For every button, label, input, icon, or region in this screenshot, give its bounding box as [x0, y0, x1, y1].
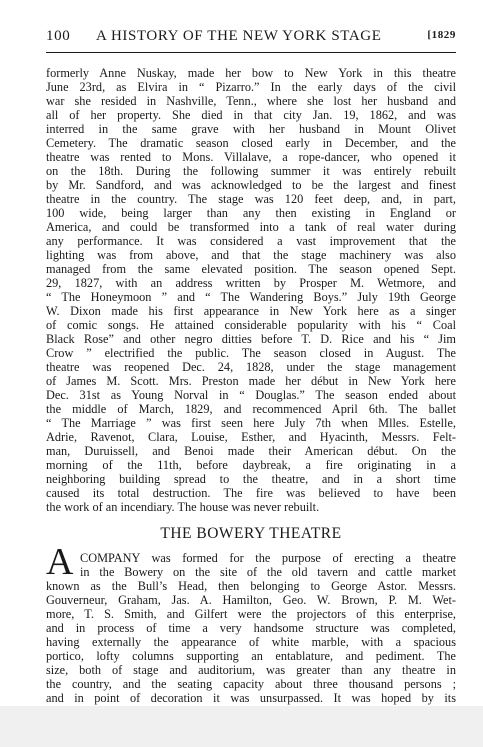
- section-line: Gouverneur, Graham, Jas. A. Hamilton, Geo. W. Brown, P. M. Wet-: [46, 593, 456, 607]
- body-line: war she resided in Nashville, Tenn., where she lost her husband and: [46, 94, 456, 108]
- section-line: having externally the appearance of white marble, with a spacious: [46, 635, 456, 649]
- body-line: Adrie, Ravenot, Clara, Louise, Esther, and Hyacinth, Messrs. Felt-: [46, 430, 456, 444]
- body-line: June 23rd, as Elvira in “ Pizarro.” In the early days of the civil: [46, 80, 456, 94]
- section-heading: THE BOWERY THEATRE: [160, 525, 342, 542]
- section-line: and in process of time a very handsome structure was completed,: [46, 621, 456, 635]
- body-line: W. Dixon made his first appearance in New York here as a singer: [46, 304, 456, 318]
- body-line: Cemetery. The dramatic season closed early in December, and the: [46, 136, 456, 150]
- body-line: all of her property. She died in that city Jan. 19, 1862, and was: [46, 108, 456, 122]
- body-line: “ The Honeymoon ” and “ The Wandering Boys.” July 19th George: [46, 290, 456, 304]
- body-line: Dec. 31st as Young Norval in “ Douglas.” The season ended about: [46, 388, 456, 402]
- section-line: more, T. S. Smith, and Gilfert were the projectors of this enterprise,: [46, 607, 456, 621]
- body-line: caused its total destruction. The fire was believed to have been: [46, 486, 456, 500]
- body-line: on the 18th. During the following summer it was entirely rebuilt: [46, 164, 456, 178]
- body-line: theatre in the country. The stage was 120 feet deep, and, in part,: [46, 192, 456, 206]
- section-line: COMPANY was formed for the purpose of erecting a theatre: [80, 551, 456, 565]
- section-line: in the Bowery on the site of the old tavern and cattle market: [80, 565, 456, 579]
- body-line: morning of the 11th, before daybreak, a fire originating in a: [46, 458, 456, 472]
- section-line: size, both of stage and auditorium, was greater than any theatre in: [46, 663, 456, 677]
- body-line: Black Rose” and other negro ditties before T. D. Rice and his “ Jim: [46, 332, 456, 346]
- body-line: lighting was from above, and that the stage machinery was also: [46, 248, 456, 262]
- section-line: the country, and the seating capacity about three thousand persons ;: [46, 677, 456, 691]
- body-line: 100 wide, being larger than any then existing in England or: [46, 206, 456, 220]
- section-line: portico, lofty columns supporting an entablature, and pediment. The: [46, 649, 456, 663]
- body-line: “ The Marriage ” was first seen here July 7th when Mlles. Estelle,: [46, 416, 456, 430]
- body-line: by Mr. Sandford, and was acknowledged to be the largest and finest: [46, 178, 456, 192]
- running-head: [46, 28, 456, 48]
- body-line: interred in the same grave with her husband in Mount Olivet: [46, 122, 456, 136]
- body-line: neighboring building spread to the theatre, and in a short time: [46, 472, 456, 486]
- header-rule: [46, 52, 456, 53]
- body-line: of comic songs. He attained considerable popularity with his “ Coal: [46, 318, 456, 332]
- body-line: the middle of March, 1829, and recommenced April 6th. The ballet: [46, 402, 456, 416]
- section-line: known as the Bull’s Head, then belonging to George Astor. Messrs.: [46, 579, 456, 593]
- viewer-footer-band: [0, 706, 483, 747]
- drop-cap: A: [46, 541, 74, 583]
- section-line: and in point of decoration it was unsurpassed. It was hoped by its: [46, 691, 456, 705]
- page-number: 100: [46, 28, 71, 44]
- body-line: formerly Anne Nuskay, made her bow to New York in this theatre: [46, 66, 456, 80]
- running-year: [1829: [427, 29, 456, 41]
- body-line: managed from the same elevated position. The season opened Sept.: [46, 262, 456, 276]
- body-line: theatre was reopened Dec. 24, 1828, under the stage management: [46, 360, 456, 374]
- running-title: A HISTORY OF THE NEW YORK STAGE: [96, 28, 382, 44]
- body-line: America, and could be transformed into a tank of real water during: [46, 220, 456, 234]
- body-line: 29, 1827, with an address written by Prosper M. Wetmore, and: [46, 276, 456, 290]
- body-line: the work of an incendiary. The house was never rebuilt.: [46, 500, 320, 514]
- body-line: any performance. It was considered a vast improvement that the: [46, 234, 456, 248]
- body-line: theatre was rented to Mons. Villalave, a rope-dancer, who opened it: [46, 150, 456, 164]
- body-line: of James M. Scott. Mrs. Preston made her début in New York here: [46, 374, 456, 388]
- body-line: man, Duruissell, and Benoi made their American début. On the: [46, 444, 456, 458]
- body-line: Crow ” electrified the public. The season closed in August. The: [46, 346, 456, 360]
